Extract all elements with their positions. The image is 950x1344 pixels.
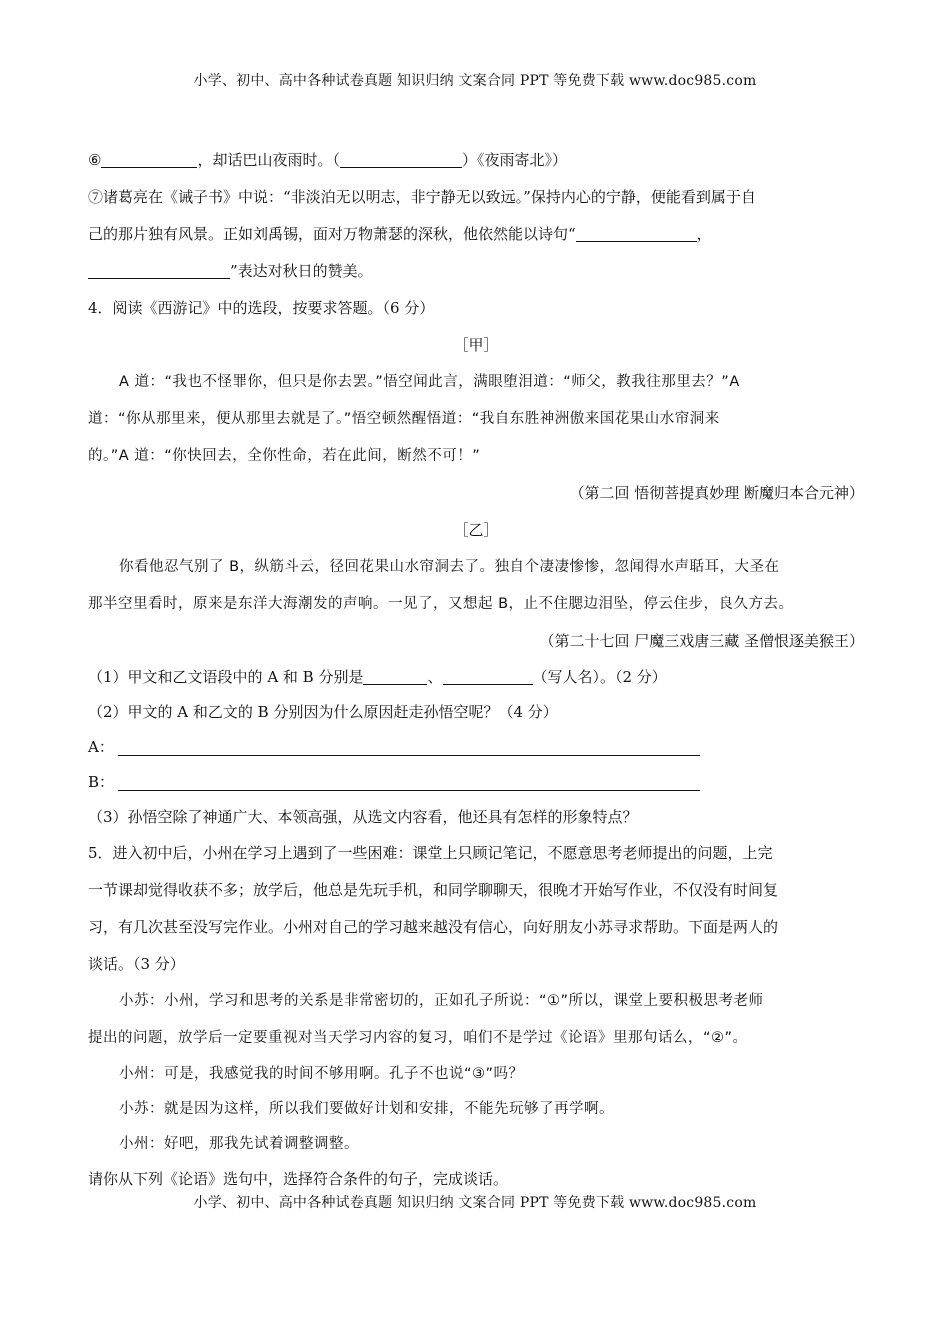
q4-sub1: （1）甲文和乙文语段中的 A 和 B 分别是 、 （写人名）。（2 分） xyxy=(88,668,667,686)
yi-source: （第二十七回 尸魔三戏唐三藏 圣僧恨逐美猴王） xyxy=(539,632,864,650)
answer-b-row: B： xyxy=(88,765,864,800)
yi-paragraph-line: 你看他忍气别了 B，纵筋斗云，径回花果山水帘洞去了。独自个凄凄惨惨，忽闻得水声聒耳，大圣在 xyxy=(119,559,780,575)
item7-blank-1[interactable] xyxy=(576,223,697,242)
q5-instruction: 请你从下列《论语》选句中，选择符合条件的句子，完成谈话。 xyxy=(88,1170,509,1188)
dialogue-line: 小州：好吧，那我先试着调整调整。 xyxy=(119,1136,359,1152)
dialogue-line: 小苏：小州，学习和思考的关系是非常密切的，正如孔子所说：“①”所以，课堂上要积极思考老师 xyxy=(119,993,764,1009)
dialogue-line: 小州：可是，我感觉我的时间不够用啊。孔子不也说“③”吗？ xyxy=(119,1066,524,1082)
q3-item7-line2: 己的那片独有风景。正如刘禹锡，面对万物萧瑟的深秋，他依然能以诗句“ ， xyxy=(88,225,712,243)
jia-paragraph-line: 道：“你从那里来，便从那里去就是了。”悟空顿然醒悟道：“我自东胜神洲傲来国花果山水帘洞来 xyxy=(88,411,720,427)
name-b-blank[interactable] xyxy=(443,666,533,685)
q3-item6: ⑥ ，却话巴山夜雨时。（ ）《夜雨寄北》） xyxy=(88,151,567,169)
q5-line: 一节课却觉得收获不多；放学后，他总是先玩手机，和同学聊聊天，很晚才开始写作业，不仅没有时间复 xyxy=(88,881,779,899)
q5-line: 5．进入初中后，小州在学习上遇到了一些困难：课堂上只顾记笔记，不愿意思考老师提出的问题，上完 xyxy=(88,844,773,862)
q4-sub3: （3）孙悟空除了神通广大、本领高强，从选文内容看，他还具有怎样的形象特点？ xyxy=(88,808,638,826)
q3-item7-line3: ”表达对秋日的赞美。 xyxy=(88,253,864,290)
q5-line: 习，有几次甚至没写完作业。小州对自己的学习越来越没有信心，向好朋友小苏寻求帮助。下面是两人的 xyxy=(88,918,779,936)
item6-blank[interactable] xyxy=(101,149,197,168)
q5-line: 谈话。（3 分） xyxy=(88,955,185,973)
jia-paragraph-line: A 道：“我也不怪罪你，但只是你去罢。”悟空闻此言，满眼堕泪道：“师父，教我往那里去？”A xyxy=(119,374,740,390)
answer-a-line[interactable] xyxy=(118,735,700,756)
q3-item7-line1: ⑦诸葛亮在《诫子书》中说：“非淡泊无以明志，非宁静无以致远。”保持内心的宁静，便能看到属于自 xyxy=(88,188,756,206)
item7-blank-2[interactable] xyxy=(88,260,230,279)
q4-title: 4．阅读《西游记》中的选段，按要求答题。（6 分） xyxy=(88,299,435,317)
jia-label: ［甲］ xyxy=(453,336,499,354)
page-content xyxy=(88,142,864,1197)
page-footer: 小学、初中、高中各种试卷真题 知识归纳 文案合同 PPT 等免费下载 www.doc985.com xyxy=(193,1195,757,1211)
yi-label: ［乙］ xyxy=(453,521,499,539)
answer-a-row: A： xyxy=(88,730,864,765)
page-header: 小学、初中、高中各种试卷真题 知识归纳 文案合同 PPT 等免费下载 www.doc985.com xyxy=(193,73,757,89)
dialogue-line: 提出的问题，放学后一定要重视对当天学习内容的复习，咱们不是学过《论语》里那句话么，“②”。 xyxy=(88,1030,748,1046)
jia-source: （第二回 悟彻菩提真妙理 断魔归本合元神） xyxy=(569,484,864,502)
item6-source-blank[interactable] xyxy=(340,149,462,168)
jia-paragraph-line: 的。”A 道：“你快回去，全你性命，若在此间，断然不可！” xyxy=(88,448,481,464)
yi-paragraph-line: 那半空里看时，原来是东洋大海潮发的声响。一见了，又想起 B，止不住腮边泪坠，停云住步，良久方去。 xyxy=(88,596,794,612)
dialogue-line: 小苏：就是因为这样，所以我们要做好计划和安排，不能先玩够了再学啊。 xyxy=(119,1101,614,1117)
q4-sub2: （2）甲文的 A 和乙文的 B 分别因为什么原因赶走孙悟空呢？（4 分） xyxy=(88,703,558,721)
answer-b-line[interactable] xyxy=(118,770,700,791)
name-a-blank[interactable] xyxy=(363,666,427,685)
